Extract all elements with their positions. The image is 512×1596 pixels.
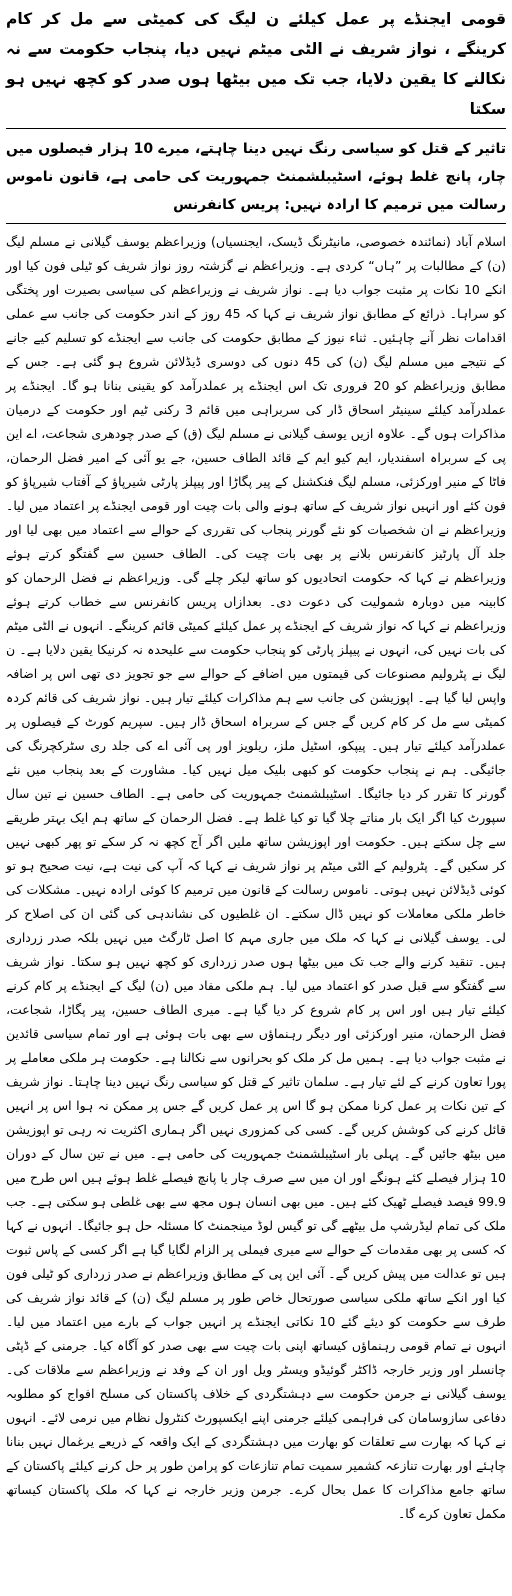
headline-divider xyxy=(6,128,506,129)
subhead-divider xyxy=(6,223,506,224)
article-subhead: تاثیر کے قتل کو سیاسی رنگ نہیں دینا چاہتے، میرے 10 ہزار فیصلوں میں چار، پانچ غلط ہوئے، اسٹیبلشمنٹ جمہوریت کی حامی ہے، قانون ناموس رسالت میں ترمیم کا ارادہ نہیں: پریس کانفرنس xyxy=(6,141,507,213)
article-body: اسلام آباد (نمائندہ خصوصی، مانیٹرنگ ڈیسک، ایجنسیاں) وزیراعظم یوسف گیلانی نے مسلم لیگ (ن) کے مطالبات پر ”ہاں“ کردی ہے۔ وزیراعظم نے گزشتہ روز نواز شریف کو ٹیلی فون کیا اور انکے 10 نکات پر مثبت جواب دیا ہے۔ نواز شریف نے وزیراعظم کی سیاسی بصیرت اور پختگی کو سراہا۔ ذرائع کے مطابق نواز شریف نے کہا کہ 45 روز کے اندر حکومت کی جانب سے عملی اقدامات نظر آنے چاہئیں۔ ثناء نیوز کے مطابق حکومت کی جانب سے ایجنڈے کو تسلیم کیے جانے کے نتیجے میں مسلم لیگ (ن) کی 45 دنوں کی دوسری ڈیڈلائن شروع ہو گئی ہے۔ جس کے مطابق وزیراعظم کو 20 فروری تک اس ایجنڈے پر عملدرآمد کو یقینی بنانا ہو گا۔ ایجنڈے پر عملدرآمد کیلئے سینیٹر اسحاق ڈار کی سربراہی میں قائم 3 رکنی ٹیم اور حکومت کے درمیان مذاکرات ہوں گے۔ علاوہ ازیں یوسف گیلانی نے مسلم لیگ (ق) کے صدر چودھری شجاعت، اے این پی کے سربراہ اسفندیار، ایم کیو ایم کے قائد الطاف حسین، جے یو آئی کے امیر فضل الرحمان، فاٹا کے منیر اورکزئی، مسلم لیگ فنکشنل کے پیر پگاڑا اور پیپلز پارٹی شیرپاؤ کے آفتاب شیرپاؤ کو فون کئے اور انہیں نواز شریف کے ساتھ ہونے والی بات چیت اور قومی ایجنڈے پر اعتماد میں لیا۔ وزیراعظم نے ان شخصیات کو نئے گورنر پنجاب کی تقرری کے حوالے سے اعتماد میں بھی لیا اور جلد آل پارٹیز کانفرنس بلانے پر بھی بات چیت کی۔ الطاف حسین سے گفتگو کرتے ہوئے وزیراعظم نے کہا کہ حکومت اتحادیوں کو ساتھ لیکر چلے گی۔ وزیراعظم نے فضل الرحمان کو کابینہ میں دوبارہ شمولیت کی دعوت دی۔ بعدازاں پریس کانفرنس سے خطاب کرتے ہوئے وزیراعظم نے کہا کہ نواز شریف کے ایجنڈے پر عمل کیلئے کمیٹی قائم کرینگے۔ انہوں نے الٹی میٹم کی بات نہیں کی، انہوں نے پیپلز پارٹی کو پنجاب حکومت سے علیحدہ نہ کرنیکا یقین دلایا ہے۔ ن لیگ نے پٹرولیم مصنوعات کی قیمتوں میں اضافے کے حوالے سے جو تجویز دی تھی اس پر اضافہ واپس لیا گیا ہے۔ اپوزیشن کی جانب سے ہم مذاکرات کیلئے تیار ہیں۔ نواز شریف کی قائم کردہ کمیٹی سے مل کر کام کریں گے جس کے سربراہ اسحاق ڈار ہیں۔ سپریم کورٹ کے فیصلوں پر عملدرآمد کیلئے تیار ہیں۔ پیپکو، اسٹیل ملز، ریلویز اور پی آئی اے کی جلد ری سٹرکچرنگ کی جائیگی۔ ہم نے پنجاب حکومت کو کبھی بلیک میل نہیں کیا۔ مشاورت کے بعد پنجاب میں نئے گورنر کا تقرر کر دیا جائیگا۔ اسٹیبلشمنٹ جمہوریت کی حامی ہے۔ الطاف حسین نے تین سال سپورٹ کیا اگر ایک بار مناتے چلا گیا تو کیا غلط ہے۔ فضل الرحمان کے ساتھ ہم ایک بہتر طریقے سے چل سکتے ہیں۔ حکومت اور اپوزیشن ساتھ ملیں اگر آج کچھ نہ کر سکے تو پھر کبھی نہیں کر سکیں گے۔ پٹرولیم کے الٹی میٹم پر نواز شریف نے کہا کہ آپ کی نیت ہے، نیت صحیح ہو تو کوئی ڈیڈلائن نہیں ہوتی۔ ناموس رسالت کے قانون میں ترمیم کا کوئی ارادہ نہیں۔ مشکلات کی خاطر ملکی معاملات کو نہیں ڈال سکتے۔ ان غلطیوں کی نشاندہی کی گئی ان کی اصلاح کر لی۔ یوسف گیلانی نے کہا کہ ملک میں جاری مہم کا اصل ٹارگٹ میں نہیں بلکہ صدر زرداری ہیں۔ تنقید کرنے والے جب تک میں بیٹھا ہوں صدر زرداری کو کچھ نہیں ہو سکتا۔ نواز شریف سے گفتگو سے قبل صدر کو اعتماد میں لیا۔ ہم ملکی مفاد میں (ن) لیگ کے ایجنڈے پر کام کرنے کیلئے تیار ہیں اور اس پر کام شروع کر دیا گیا ہے۔ میری الطاف حسین، پیر پگاڑا، شجاعت، فضل الرحمان، منیر اورکزئی اور دیگر رہنماؤں سے بھی بات ہوئی ہے اور تمام سیاسی قائدین نے مثبت جواب دیا ہے۔ ہمیں مل کر ملک کو بحرانوں سے نکالنا ہے۔ حکومت ہر ملکی معاملے پر پورا تعاون کرنے کے لئے تیار ہے۔ سلمان تاثیر کے قتل کو سیاسی رنگ نہیں دینا چاہتا۔ نواز شریف کے تین نکات پر عمل کرنا ممکن ہو گا اس پر عمل کریں گے جس پر ممکن نہ ہوا اس پر انہیں قائل کرنے کی کوشش کریں گے۔ کسی کی کمزوری نہیں اگر ہماری اکثریت نہ رہی تو اپوزیشن میں بیٹھ جائیں گے۔ پہلی بار اسٹیبلشمنٹ جمہوریت کی حامی ہے۔ میں نے تین سال کے دوران 10 ہزار فیصلے کئے ہونگے اور ان میں سے صرف چار یا پانچ فیصلے غلط ہوئے ہیں اس طرح میں 99.9 فیصد فیصلے ٹھیک کئے ہیں۔ میں بھی انسان ہوں مجھ سے بھی غلطی ہو سکتی ہے۔ جب ملک کی تمام لیڈرشپ مل بیٹھے گی تو گیس لوڈ مینجمنٹ کا مسئلہ حل ہو جائیگا۔ انہوں نے کہا کہ کسی پر بھی مقدمات کے حوالے سے میری فیملی پر الزام لگایا گیا ہے اگر کسی کے پاس ثبوت ہیں تو عدالت میں پیش کریں گے۔ آئی این پی کے مطابق وزیراعظم نے صدر زرداری کو ٹیلی فون کیا اور انکے ساتھ ملکی سیاسی صورتحال خاص طور پر مسلم لیگ (ن) کے قائد نواز شریف کی طرف سے حکومت کو دیئے گئے 10 نکاتی ایجنڈے پر انہیں جواب کے بارے میں اعتماد میں لیا۔ انہوں نے تمام قومی رہنماؤں کیساتھ اپنی بات چیت سے بھی صدر کو آگاہ کیا۔ جرمنی کے ڈپٹی چانسلر اور وزیر خارجہ ڈاکٹر گوئیڈو ویسٹر ویل اور ان کے وفد نے وزیراعظم سے ملاقات کی۔ یوسف گیلانی نے جرمن حکومت سے دہشتگردی کے خلاف پاکستان کی مسلح افواج کو مطلوبہ دفاعی سازوسامان کی فراہمی کیلئے جرمنی اپنے ایکسپورٹ کنٹرول نظام میں نرمی لائے۔ انہوں نے کہا کہ بھارت سے تعلقات کو بھارت میں دہشتگردی کے ایک واقعہ کے ذریعے یرغمال نہیں بنانا چاہئے اور بھارت تنازعہ کشمیر سمیت تمام تنازعات کو پرامن طور پر حل کرنے کیلئے پاکستان کے ساتھ جامع مذاکرات کا عمل بحال کرے۔ جرمن وزیر خارجہ نے کہا کہ ملک پاکستان کیساتھ مکمل تعاون کرے گا۔ xyxy=(6,234,507,1521)
article-headline: قومی ایجنڈے پر عمل کیلئے ن لیگ کی کمیٹی سے مل کر کام کرینگے ، نواز شریف نے الٹی میٹم نہیں دیا، پنجاب حکومت سے نہ نکالنے کا یقین دلایا، جب تک میں بیٹھا ہوں صدر کو کچھ نہیں ہو سکتا xyxy=(6,10,506,118)
